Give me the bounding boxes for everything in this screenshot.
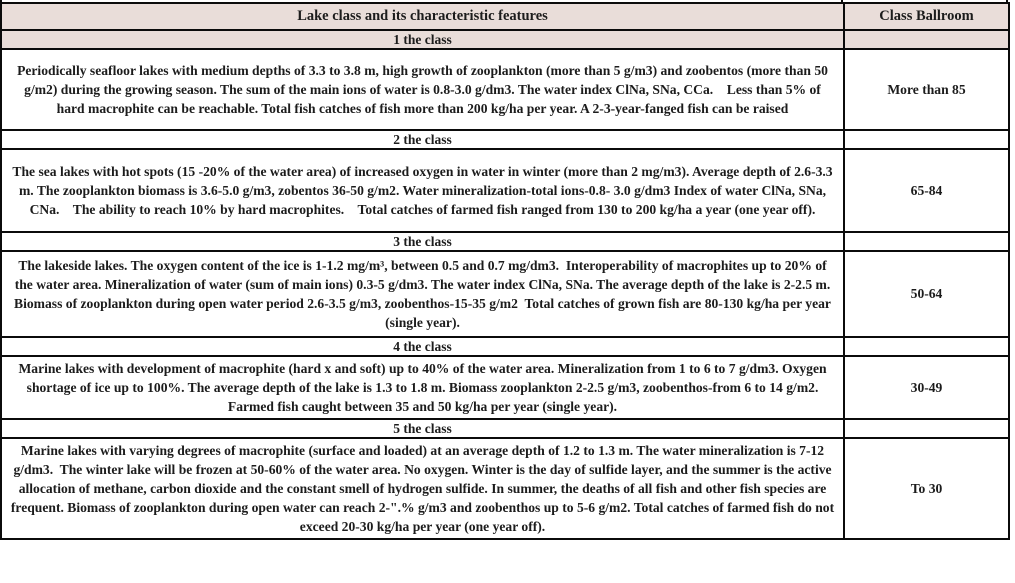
- class-2-label-row: [1, 130, 1009, 149]
- class-1-data-row: [1, 49, 1009, 130]
- class-3-label-row: [1, 232, 1009, 251]
- class-5-label-empty-cell: [844, 419, 1009, 438]
- lake-classification-table-container: [0, 2, 1010, 540]
- class-4-label: 4 the class: [1, 337, 844, 356]
- score-column-header: Class Ballroom: [844, 3, 1009, 30]
- class-5-label: 5 the class: [1, 419, 844, 438]
- class-5-label-row: [1, 419, 1009, 438]
- class-4-description: Marine lakes with development of macrophite (hard x and soft) up to 40% of the water area. Mineralization from 1 to 6 to 7 g/dm3. Oxygen shortage of ice up to 100%. The average depth of the lake is 1.3 to 1.8 m. Biomass zooplankton 2-2.5 g/m3, zoobenthos-from 6 to 14 g/m2. Farmed fish caught between 35 and 50 kg/ha per year (single year).: [1, 356, 844, 419]
- class-1-label-row: [1, 30, 1009, 49]
- class-1-score: More than 85: [844, 49, 1009, 130]
- class-2-label-empty-cell: [844, 130, 1009, 149]
- class-5-description: Marine lakes with varying degrees of macrophite (surface and loaded) at an average depth of 1.2 to 1.3 m. The water mineralization is 7-12 g/dm3. The winter lake will be frozen at 50-60% of the water area. No oxygen. Winter is the day of sulfide layer, and the summer is the active allocation of methane, carbon dioxide and the constant smell of hydrogen sulfide. In summer, the deaths of all fish and other fish species are frequent. Biomass of zooplankton during open water can reach 2-".% g/m3 and zoobenthos up to 5-6 g/m2. Total catches of farmed fish do not exceed 20-30 kg/ha per year (one year off).: [1, 438, 844, 539]
- class-1-label: 1 the class: [1, 30, 844, 49]
- class-2-label: 2 the class: [1, 130, 844, 149]
- lake-classification-table: [0, 2, 1010, 540]
- class-4-data-row: [1, 356, 1009, 419]
- class-3-description: The lakeside lakes. The oxygen content of the ice is 1-1.2 mg/m³, between 0.5 and 0.7 mg/dm3. Interoperability of macrophites up to 20% of the water area. Mineralization of water (sum of main ions) 0.3-5 g/dm3. The water index ClNa, SNa. The average depth of the lake is 2-2.5 m. Biomass of zooplankton during open water period 2.6-3.5 g/m3, zoobenthos-15-35 g/m2 Total catches of grown fish are 80-130 kg/ha per year (single year).: [1, 251, 844, 337]
- class-3-label-empty-cell: [844, 232, 1009, 251]
- class-2-data-row: [1, 149, 1009, 232]
- class-4-score: 30-49: [844, 356, 1009, 419]
- class-2-description: The sea lakes with hot spots (15 -20% of the water area) of increased oxygen in water in winter (more than 2 mg/m3). Average depth of 2.6-3.3 m. The zooplankton biomass is 3.6-5.0 g/m3, zobentos 36-50 g/m2. Water mineralization-total ions-0.8- 3.0 g/dm3 Index of water ClNa, SNa, CNa. The ability to reach 10% by hard macrophites. Total catches of farmed fish ranged from 130 to 200 kg/ha a year (one year off).: [1, 149, 844, 232]
- class-4-label-row: [1, 337, 1009, 356]
- class-1-description: Periodically seafloor lakes with medium depths of 3.3 to 3.8 m, high growth of zooplankton (more than 5 g/m3) and zoobentos (more than 50 g/m2) during the growing season. The sum of the main ions of water is 0.8-3.0 g/dm3. The water index ClNa, SNa, CCa. Less than 5% of hard macrophite can be reachable. Total fish catches of fish more than 200 kg/ha per year. A 2-3-year-fanged fish can be raised: [1, 49, 844, 130]
- class-2-score: 65-84: [844, 149, 1009, 232]
- table-header-row: [1, 3, 1009, 30]
- class-4-label-empty-cell: [844, 337, 1009, 356]
- features-column-header: Lake class and its characteristic features: [1, 3, 844, 30]
- class-3-score: 50-64: [844, 251, 1009, 337]
- class-1-label-empty-cell: [844, 30, 1009, 49]
- class-5-score: To 30: [844, 438, 1009, 539]
- class-3-label: 3 the class: [1, 232, 844, 251]
- class-3-data-row: [1, 251, 1009, 337]
- class-5-data-row: [1, 438, 1009, 539]
